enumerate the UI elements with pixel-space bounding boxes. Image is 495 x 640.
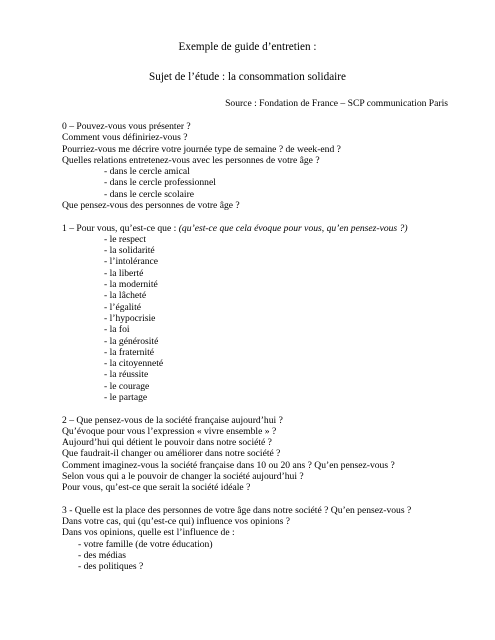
question-1-1	[62, 223, 462, 234]
list-item: - l’intolérance	[104, 256, 159, 268]
question-3-3: Dans vos opinions, quelle est l’influence de :	[62, 527, 235, 539]
list-item: - des médias	[78, 549, 126, 561]
question-2-4: Que faudrait-il changer ou améliorer dans notre société ?	[62, 448, 281, 460]
list-item: - la fraternité	[104, 346, 155, 358]
source-line: Source : Fondation de France – SCP communication Paris	[225, 98, 448, 109]
list-item: - le courage	[104, 380, 150, 392]
list-item: - dans le cercle scolaire	[104, 188, 195, 200]
question-0-5: Que pensez-vous des personnes de votre âge ?	[62, 200, 240, 212]
question-1-text: 1 – Pour vous, qu’est-ce que :	[62, 222, 179, 234]
list-item: - l’égalité	[104, 301, 142, 313]
question-0-4: Quelles relations entretenez-vous avec les personnes de votre âge ?	[62, 154, 320, 166]
list-item: - des politiques ?	[78, 561, 144, 573]
list-item: - l’hypocrisie	[104, 312, 156, 324]
question-2-6: Selon vous qui a le pouvoir de changer la société aujourd’hui ?	[62, 470, 304, 482]
document-title: Exemple de guide d’entretien :	[178, 41, 317, 53]
list-item: - votre famille (de votre éducation)	[78, 538, 213, 550]
study-subject: Sujet de l’étude : la consommation solidaire	[149, 71, 346, 83]
list-item: - le respect	[104, 233, 147, 245]
question-1-note: (qu’est-ce que cela évoque pour vous, qu’en pensez-vous ?)	[178, 222, 408, 234]
question-0-1: 0 – Pouvez-vous vous présenter ?	[62, 121, 191, 132]
question-3-1: 3 - Quelle est la place des personnes de votre âge dans notre société ? Qu’en pensez-vous ?	[62, 504, 412, 516]
question-0-2: Comment vous définiriez-vous ?	[62, 132, 188, 144]
list-item: - dans le cercle professionnel	[104, 177, 216, 189]
list-item: - la lâcheté	[104, 290, 147, 302]
question-2-1: 2 – Que pensez-vous de la société française aujourd’hui ?	[62, 414, 283, 426]
question-2-3: Aujourd’hui qui détient le pouvoir dans notre société ?	[62, 437, 272, 449]
list-item: - la réussite	[104, 369, 149, 381]
question-2-2: Qu’évoque pour vous l’expression « vivre ensemble » ?	[62, 425, 277, 437]
interview-guide-body	[62, 121, 462, 573]
list-item: - la liberté	[104, 267, 144, 279]
list-item: - la solidarité	[104, 245, 155, 257]
question-3-2: Dans votre cas, qui (qu’est-ce qui) influence vos opinions ?	[62, 516, 291, 528]
list-item: - dans le cercle amical	[104, 166, 190, 178]
question-2-5: Comment imaginez-vous la société française dans 10 ou 20 ans ? Qu’en pensez-vous ?	[62, 459, 395, 471]
question-0-3: Pourriez-vous me décrire votre journée type de semaine ? de week-end ?	[62, 143, 341, 155]
list-item: - la générosité	[104, 335, 159, 347]
list-item: - la modernité	[104, 279, 158, 291]
list-item: - la foi	[104, 324, 130, 336]
question-2-7: Pour vous, qu’est-ce que serait la société idéale ?	[62, 482, 251, 494]
list-item: - le partage	[104, 392, 148, 404]
list-item: - la citoyenneté	[104, 358, 164, 370]
